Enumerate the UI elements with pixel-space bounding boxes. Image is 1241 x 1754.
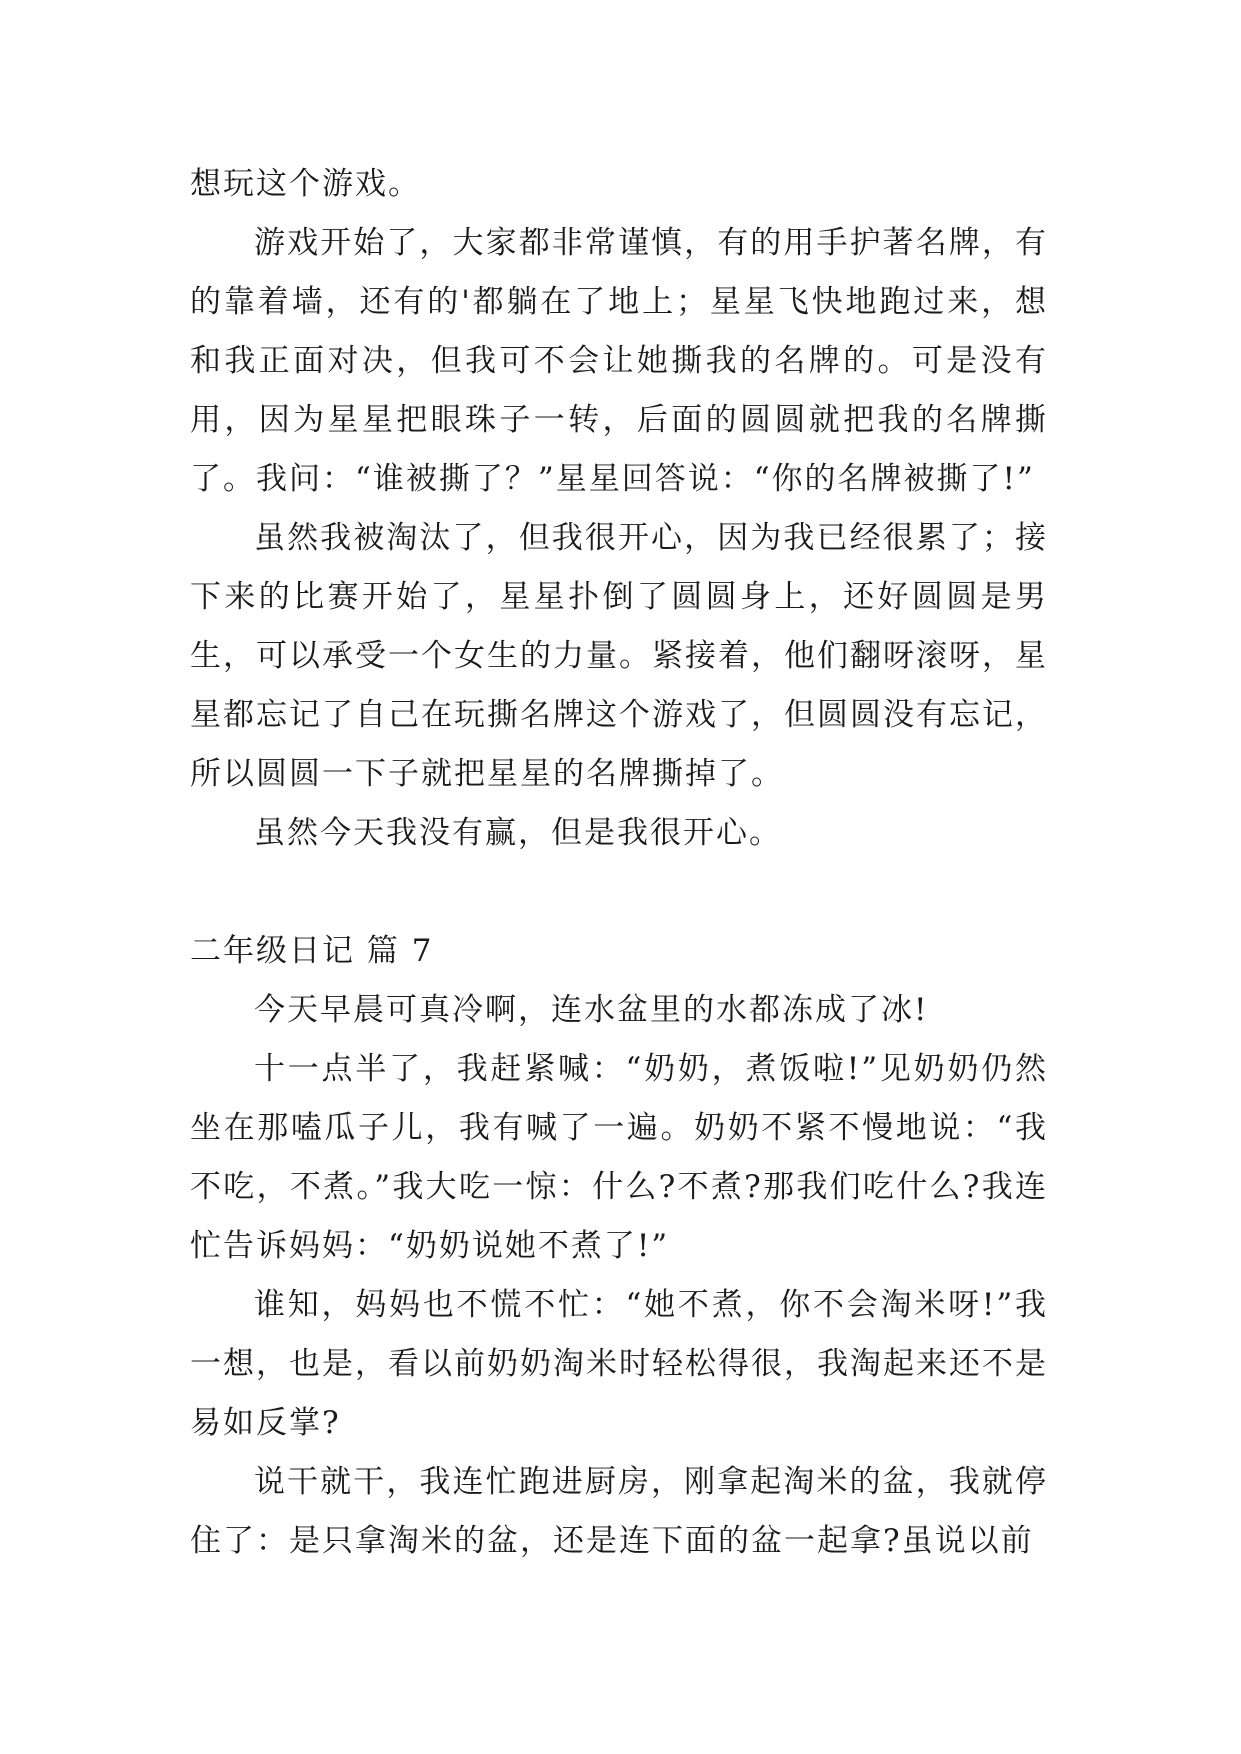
section-title: 二年级日记 篇 7	[190, 933, 434, 969]
paragraph: 游戏开始了，大家都非常谨慎，有的用手护著名牌，有的靠着墙，还有的'都躺在了地上；星星飞快地跑过来，想和我正面对决，但我可不会让她撕我的名牌的。可是没有用，因为星星把眼珠子一转，后面的圆圆就把我的名牌撕了。我问：“谁被撕了？”星星回答说：“你的名牌被撕了!”	[190, 225, 1048, 497]
paragraph: 谁知，妈妈也不慌不忙：“她不煮，你不会淘米呀!”我一想，也是，看以前奶奶淘米时轻松得很，我淘起来还不是易如反掌?	[190, 1287, 1048, 1441]
paragraph: 虽然我被淘汰了，但我很开心，因为我已经很累了；接下来的比赛开始了，星星扑倒了圆圆身上，还好圆圆是男生，可以承受一个女生的力量。紧接着，他们翻呀滚呀，星星都忘记了自己在玩撕名牌这个游戏了，但圆圆没有忘记，所以圆圆一下子就把星星的名牌撕掉了。	[190, 520, 1048, 792]
section-spacer	[190, 863, 1048, 922]
paragraph: 说干就干，我连忙跑进厨房，刚拿起淘米的盆，我就停住了：是只拿淘米的盆，还是连下面的盆一起拿?虽说以前	[190, 1464, 1048, 1559]
continuation-line: 想玩这个游戏。	[190, 166, 421, 202]
paragraph: 十一点半了，我赶紧喊：“奶奶，煮饭啦!”见奶奶仍然坐在那嗑瓜子儿，我有喊了一遍。奶奶不紧不慢地说：“我不吃，不煮。”我大吃一惊：什么?不煮?那我们吃什么?我连忙告诉妈妈：“奶奶说她不煮了!”	[190, 1051, 1048, 1264]
paragraph: 今天早晨可真冷啊，连水盆里的水都冻成了冰!	[254, 992, 929, 1028]
document-body	[190, 155, 1048, 1571]
paragraph: 虽然今天我没有赢，但是我很开心。	[254, 815, 782, 851]
